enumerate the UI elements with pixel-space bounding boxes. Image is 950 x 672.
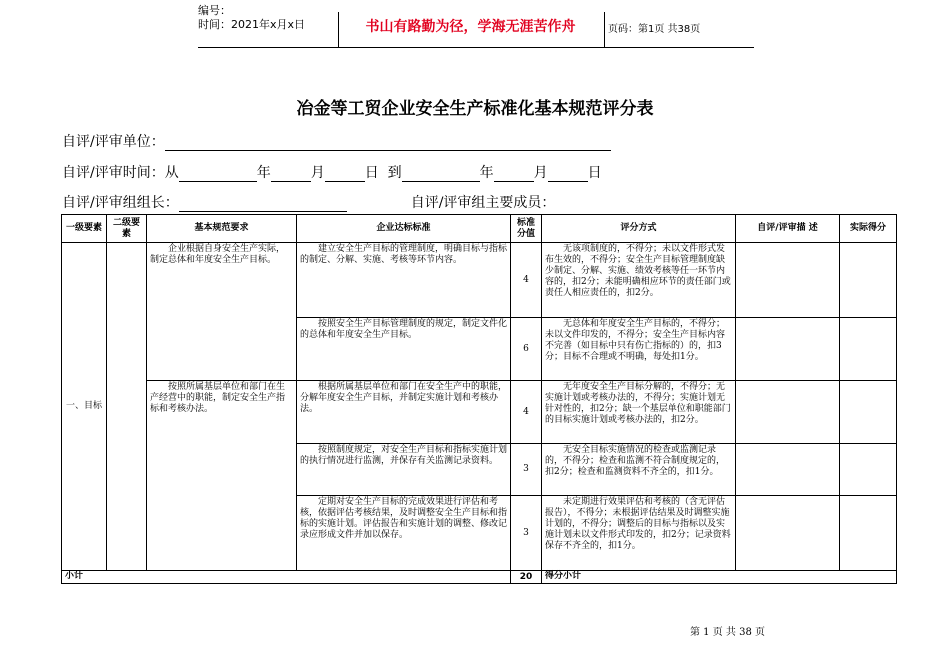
from-label: 从 [164,165,179,181]
header-number-label: 编号： [198,4,231,17]
method-cell: 未定期进行效果评估和考核的（含无评估报告），不得分；未根据评估结果及时调整实施计划的，不得分；调整后的目标与指标以及实施计划未以文件形式印发的，扣2分；记录资料保存不齐全的，扣1分。 [542,496,736,571]
method-cell: 无总体和年度安全生产目标的，不得分；未以文件印发的，不得分；安全生产目标内容不完善（如目标中只有伤亡指标的）的，扣3分；目标不合理或不明确，每处扣1分。 [542,318,736,381]
header-method: 评分方式 [542,215,736,243]
subtotal-method: 得分小计 [542,571,897,584]
to-label: 到 [387,165,402,181]
month-label: 月 [533,165,548,181]
actual-score-cell [840,381,897,444]
method-cell: 无年度安全生产目标分解的，不得分；无实施计划或考核办法的，不得分；实施计划无针对性的，扣2分；缺一个基层单位和职能部门的目标实施计划或考核办法的，扣2分。 [542,381,736,444]
standard-cell: 按照制度规定，对安全生产目标和指标实施计划的执行情况进行监测，并保存有关监测记录资料。 [297,444,511,496]
description-cell [736,496,840,571]
year-label: 年 [479,165,494,181]
time-field-line [62,162,602,182]
level1-cell: 一、目标 [62,243,107,571]
standard-cell: 建立安全生产目标的管理制度，明确目标与指标的制定、分解、实施、考核等环节内容。 [297,243,511,318]
header-page-label: 页码：第1页 共38页 [608,24,701,35]
requirement-cell: 企业根据自身安全生产实际，制定总体和年度安全生产目标。 [147,243,297,381]
day-label: 日 [364,165,379,181]
header-standard: 企业达标标准 [297,215,511,243]
actual-score-cell [840,496,897,571]
score-cell: 4 [511,243,542,318]
actual-score-cell [840,444,897,496]
header-level1: 一级要素 [62,215,107,243]
description-cell [736,318,840,381]
header-requirement: 基本规范要求 [147,215,297,243]
score-cell: 6 [511,318,542,381]
subtotal-row [62,571,897,584]
score-cell: 3 [511,444,542,496]
subtotal-score: 20 [511,571,542,584]
unit-label: 自评/评审单位： [62,134,165,150]
level2-cell [107,243,147,571]
header-meta [198,4,305,32]
header-motto: 书山有路勤为径，学海无涯苦作舟 [365,19,576,35]
header-rule [198,47,754,48]
header-divider [338,12,339,48]
score-cell: 3 [511,496,542,571]
standard-cell: 根据所属基层单位和部门在安全生产中的职能，分解年度安全生产目标，并制定实施计划和考核办法。 [297,381,511,444]
day-label: 日 [587,165,602,181]
method-cell: 无该项制度的，不得分；未以文件形式发布生效的，不得分；安全生产目标管理制度缺少制定、分解、实施、绩效考核等任一环节内容的，扣2分；未能明确相应环节的责任部门或责任人相应责任的，扣2分。 [542,243,736,318]
description-cell [736,444,840,496]
end-day-blank [548,167,588,182]
header-score: 标准分值 [511,215,542,243]
header-actual-score: 实际得分 [840,215,897,243]
team-field-line [62,192,555,212]
score-table [61,214,897,584]
description-cell [736,243,840,318]
score-cell: 4 [511,381,542,444]
standard-cell: 定期对安全生产目标的完成效果进行评估和考核，依据评估考核结果，及时调整安全生产目标和指标的实施计划。评估报告和实施计划的调整、修改记录应形成文件并加以保存。 [297,496,511,571]
table-row [62,381,897,444]
unit-blank [165,136,611,151]
end-month-blank [494,167,534,182]
year-label: 年 [256,165,271,181]
start-month-blank [271,167,311,182]
leader-blank [179,197,347,212]
page-footer: 第 1 页 共 38 页 [690,627,765,638]
header-divider [604,12,605,48]
description-cell [736,381,840,444]
table-header-row [62,215,897,243]
header-time-label: 时间：2021年x月x日 [198,18,306,31]
members-label: 自评/评审组主要成员： [410,195,556,211]
time-label: 自评/评审时间： [62,165,165,181]
start-year-blank [179,167,257,182]
end-year-blank [402,167,480,182]
subtotal-label: 小计 [62,571,511,584]
start-day-blank [325,167,365,182]
method-cell: 无安全目标实施情况的检查或监测记录的，不得分；检查和监测不符合制度规定的，扣2分；检查和监测资料不齐全的，扣1分。 [542,444,736,496]
table-row [62,243,897,318]
header-level2: 二级要素 [107,215,147,243]
requirement-cell: 按照所属基层单位和部门在生产经营中的职能，制定安全生产指标和考核办法。 [147,381,297,571]
header-description: 自评/评审描 述 [736,215,840,243]
month-label: 月 [310,165,325,181]
standard-cell: 按照安全生产目标管理制度的规定，制定文件化的总体和年度安全生产目标。 [297,318,511,381]
unit-field-line [62,131,611,151]
actual-score-cell [840,318,897,381]
document-title: 冶金等工贸企业安全生产标准化基本规范评分表 [296,99,654,119]
actual-score-cell [840,243,897,318]
page-header [198,4,754,48]
leader-label: 自评/评审组组长： [62,195,179,211]
